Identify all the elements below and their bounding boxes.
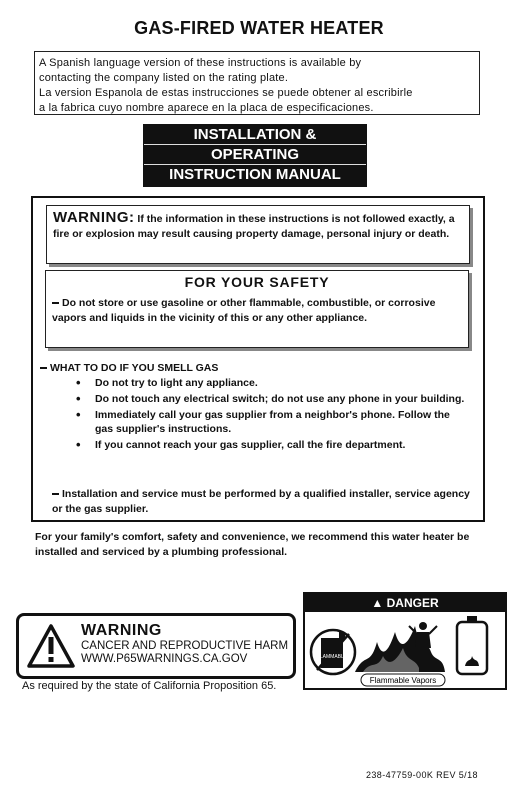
- water-heater-icon: [457, 622, 487, 674]
- recommendation-text: For your family's comfort, safety and convenience, we recommend this water heater be installed and serviced by a plumbing professional.: [35, 531, 470, 558]
- flammable-vapors-illustration: [305, 612, 505, 688]
- danger-heading: [305, 594, 505, 612]
- warning-text: If the information in these instructions is not followed exactly, a fire or explosion may result causing property damage, personal injury or death.: [53, 213, 455, 240]
- safety-title: FOR YOUR SAFETY: [184, 274, 330, 290]
- manual-title-line: INSTALLATION &: [144, 125, 366, 145]
- safety-box: [45, 270, 469, 348]
- document-code: 238-47759-00K REV 5/18: [366, 770, 478, 780]
- prop65-warning-word: WARNING: [81, 622, 162, 639]
- danger-heading-text: DANGER: [386, 596, 439, 610]
- language-notice-box: [34, 51, 480, 115]
- prop65-note: As required by the state of California Proposition 65.: [22, 680, 277, 692]
- page-title: GAS-FIRED WATER HEATER: [134, 18, 384, 38]
- manual-title-box: [143, 124, 367, 187]
- fire-warning-box: [46, 205, 470, 264]
- list-item: • If you cannot reach your gas supplier, call the fire department.: [76, 438, 466, 453]
- manual-title-line: OPERATING: [144, 145, 366, 165]
- install-note-text: Installation and service must be performed by a qualified installer, service agency or the gas supplier.: [52, 488, 470, 515]
- list-item: • Do not touch any electrical switch; do not use any phone in your building.: [76, 392, 466, 407]
- danger-label: [303, 592, 507, 690]
- dash-marker: [52, 493, 59, 495]
- smell-gas-list: [76, 376, 466, 454]
- list-item: • Immediately call your gas supplier from a neighbor's phone. Follow the gas supplier's instructions.: [76, 408, 466, 438]
- prop65-harm-text: CANCER AND REPRODUCTIVE HARM: [81, 640, 289, 652]
- prop65-url: WWW.P65WARNINGS.CA.GOV: [81, 653, 248, 665]
- smell-gas-heading-text: WHAT TO DO IF YOU SMELL GAS: [50, 362, 219, 374]
- warning-triangle-icon: ▲: [371, 596, 384, 610]
- manual-title-line: INSTRUCTION MANUAL: [169, 166, 341, 183]
- install-note: [52, 487, 472, 516]
- warning-word: WARNING:: [53, 209, 135, 226]
- language-notice-line: a la fabrica cuyo nombre aparece en la placa de especificaciones.: [39, 102, 374, 114]
- prop65-warning-label: [16, 613, 296, 679]
- dash-marker: [40, 367, 47, 369]
- language-notice-line: La version Espanola de estas instrucciones se puede obtener al escribirle: [39, 87, 413, 99]
- flammable-vapors-label: Flammable Vapors: [369, 676, 437, 685]
- smell-gas-heading: [40, 362, 218, 374]
- language-notice-line: contacting the company listed on the rating plate.: [39, 72, 289, 84]
- list-item: • Do not try to light any appliance.: [76, 376, 466, 391]
- exclamation-triangle-icon: [27, 624, 75, 668]
- person-icon: [419, 622, 427, 630]
- language-notice-line: A Spanish language version of these instructions is available by: [39, 57, 362, 69]
- flammable-can-label: FLAMMABLE: [316, 654, 348, 660]
- dash-marker: [52, 302, 59, 304]
- safety-text: Do not store or use gasoline or other flammable, combustible, or corrosive vapors and liquids in the vicinity of this or any other appliance.: [52, 297, 436, 324]
